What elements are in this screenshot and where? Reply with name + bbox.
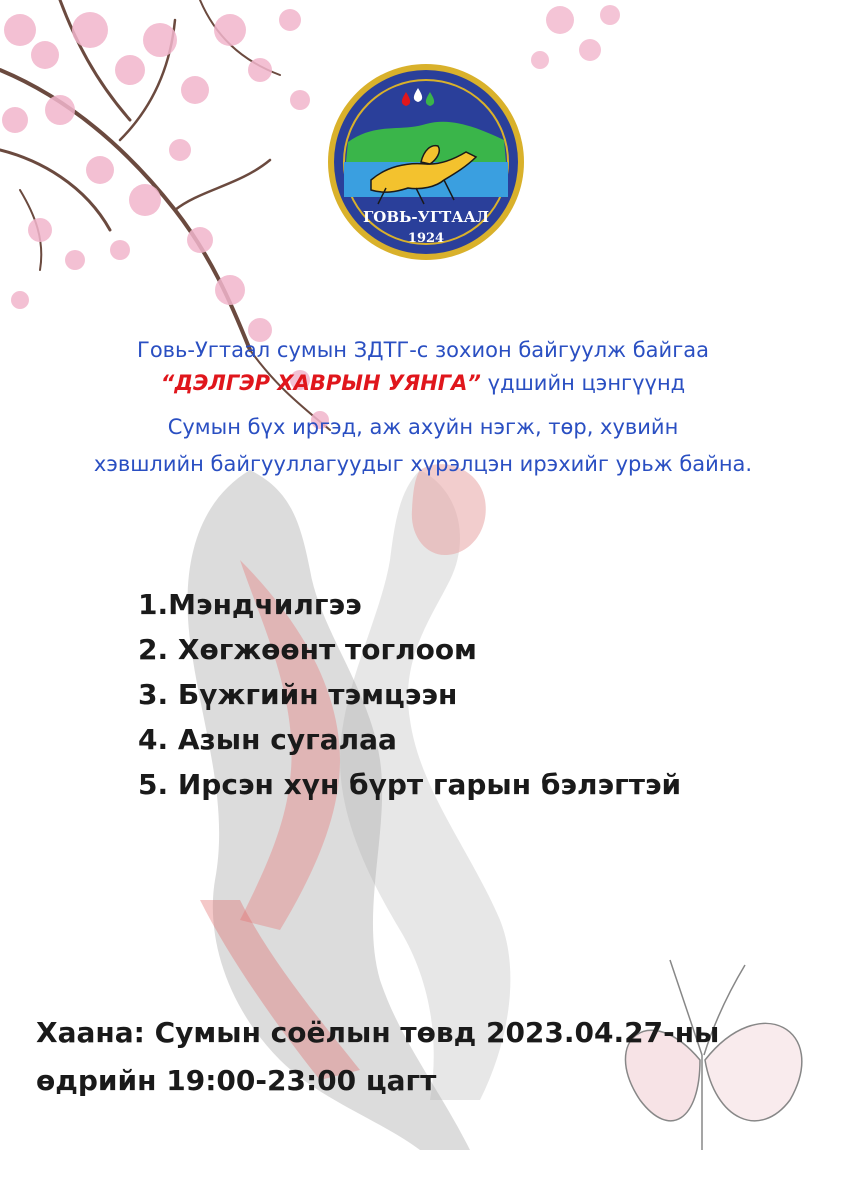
intro-line-2 bbox=[0, 373, 846, 394]
program-item: 4. Азын сугалаа bbox=[138, 723, 397, 756]
time-line: өдрийн 19:00-23:00 цагт bbox=[36, 1064, 437, 1097]
intro-line-1: Говь-Угтаал сумын ЗДТГ-с зохион байгуулж байгаа bbox=[137, 338, 709, 362]
logo-year: 1924 bbox=[407, 231, 445, 246]
program-item: 5. Ирсэн хүн бүрт гарын бэлэгтэй bbox=[138, 768, 682, 801]
venue-line: Хаана: Сумын соёлын төвд 2023.04.27-ны bbox=[36, 1016, 720, 1049]
intro-line-2-rest: үдшийн цэнгүүнд bbox=[480, 371, 686, 395]
program-item: 2. Хөгжөөнт тоглоом bbox=[138, 633, 477, 666]
program-item: 1.Мэндчилгээ bbox=[138, 588, 362, 621]
event-name: “ДЭЛГЭР ХАВРЫН УЯНГА” bbox=[160, 371, 481, 395]
intro-line-4: хэвшлийн байгууллагуудыг хүрэлцэн ирэхийг урьж байна. bbox=[93, 452, 753, 476]
program-item: 3. Бүжгийн тэмцээн bbox=[138, 678, 458, 711]
program-list bbox=[138, 582, 681, 807]
logo-text: ГОВЬ-УГТААЛ bbox=[362, 208, 490, 226]
logo-emblem bbox=[326, 62, 526, 262]
blossom-petals-icon bbox=[2, 9, 329, 429]
intro-line-3: Сумын бүх иргэд, аж ахуйн нэгж, төр, хувийн bbox=[167, 415, 679, 439]
butterfly-icon bbox=[625, 960, 801, 1150]
blossom-petals-right-icon bbox=[531, 5, 620, 69]
